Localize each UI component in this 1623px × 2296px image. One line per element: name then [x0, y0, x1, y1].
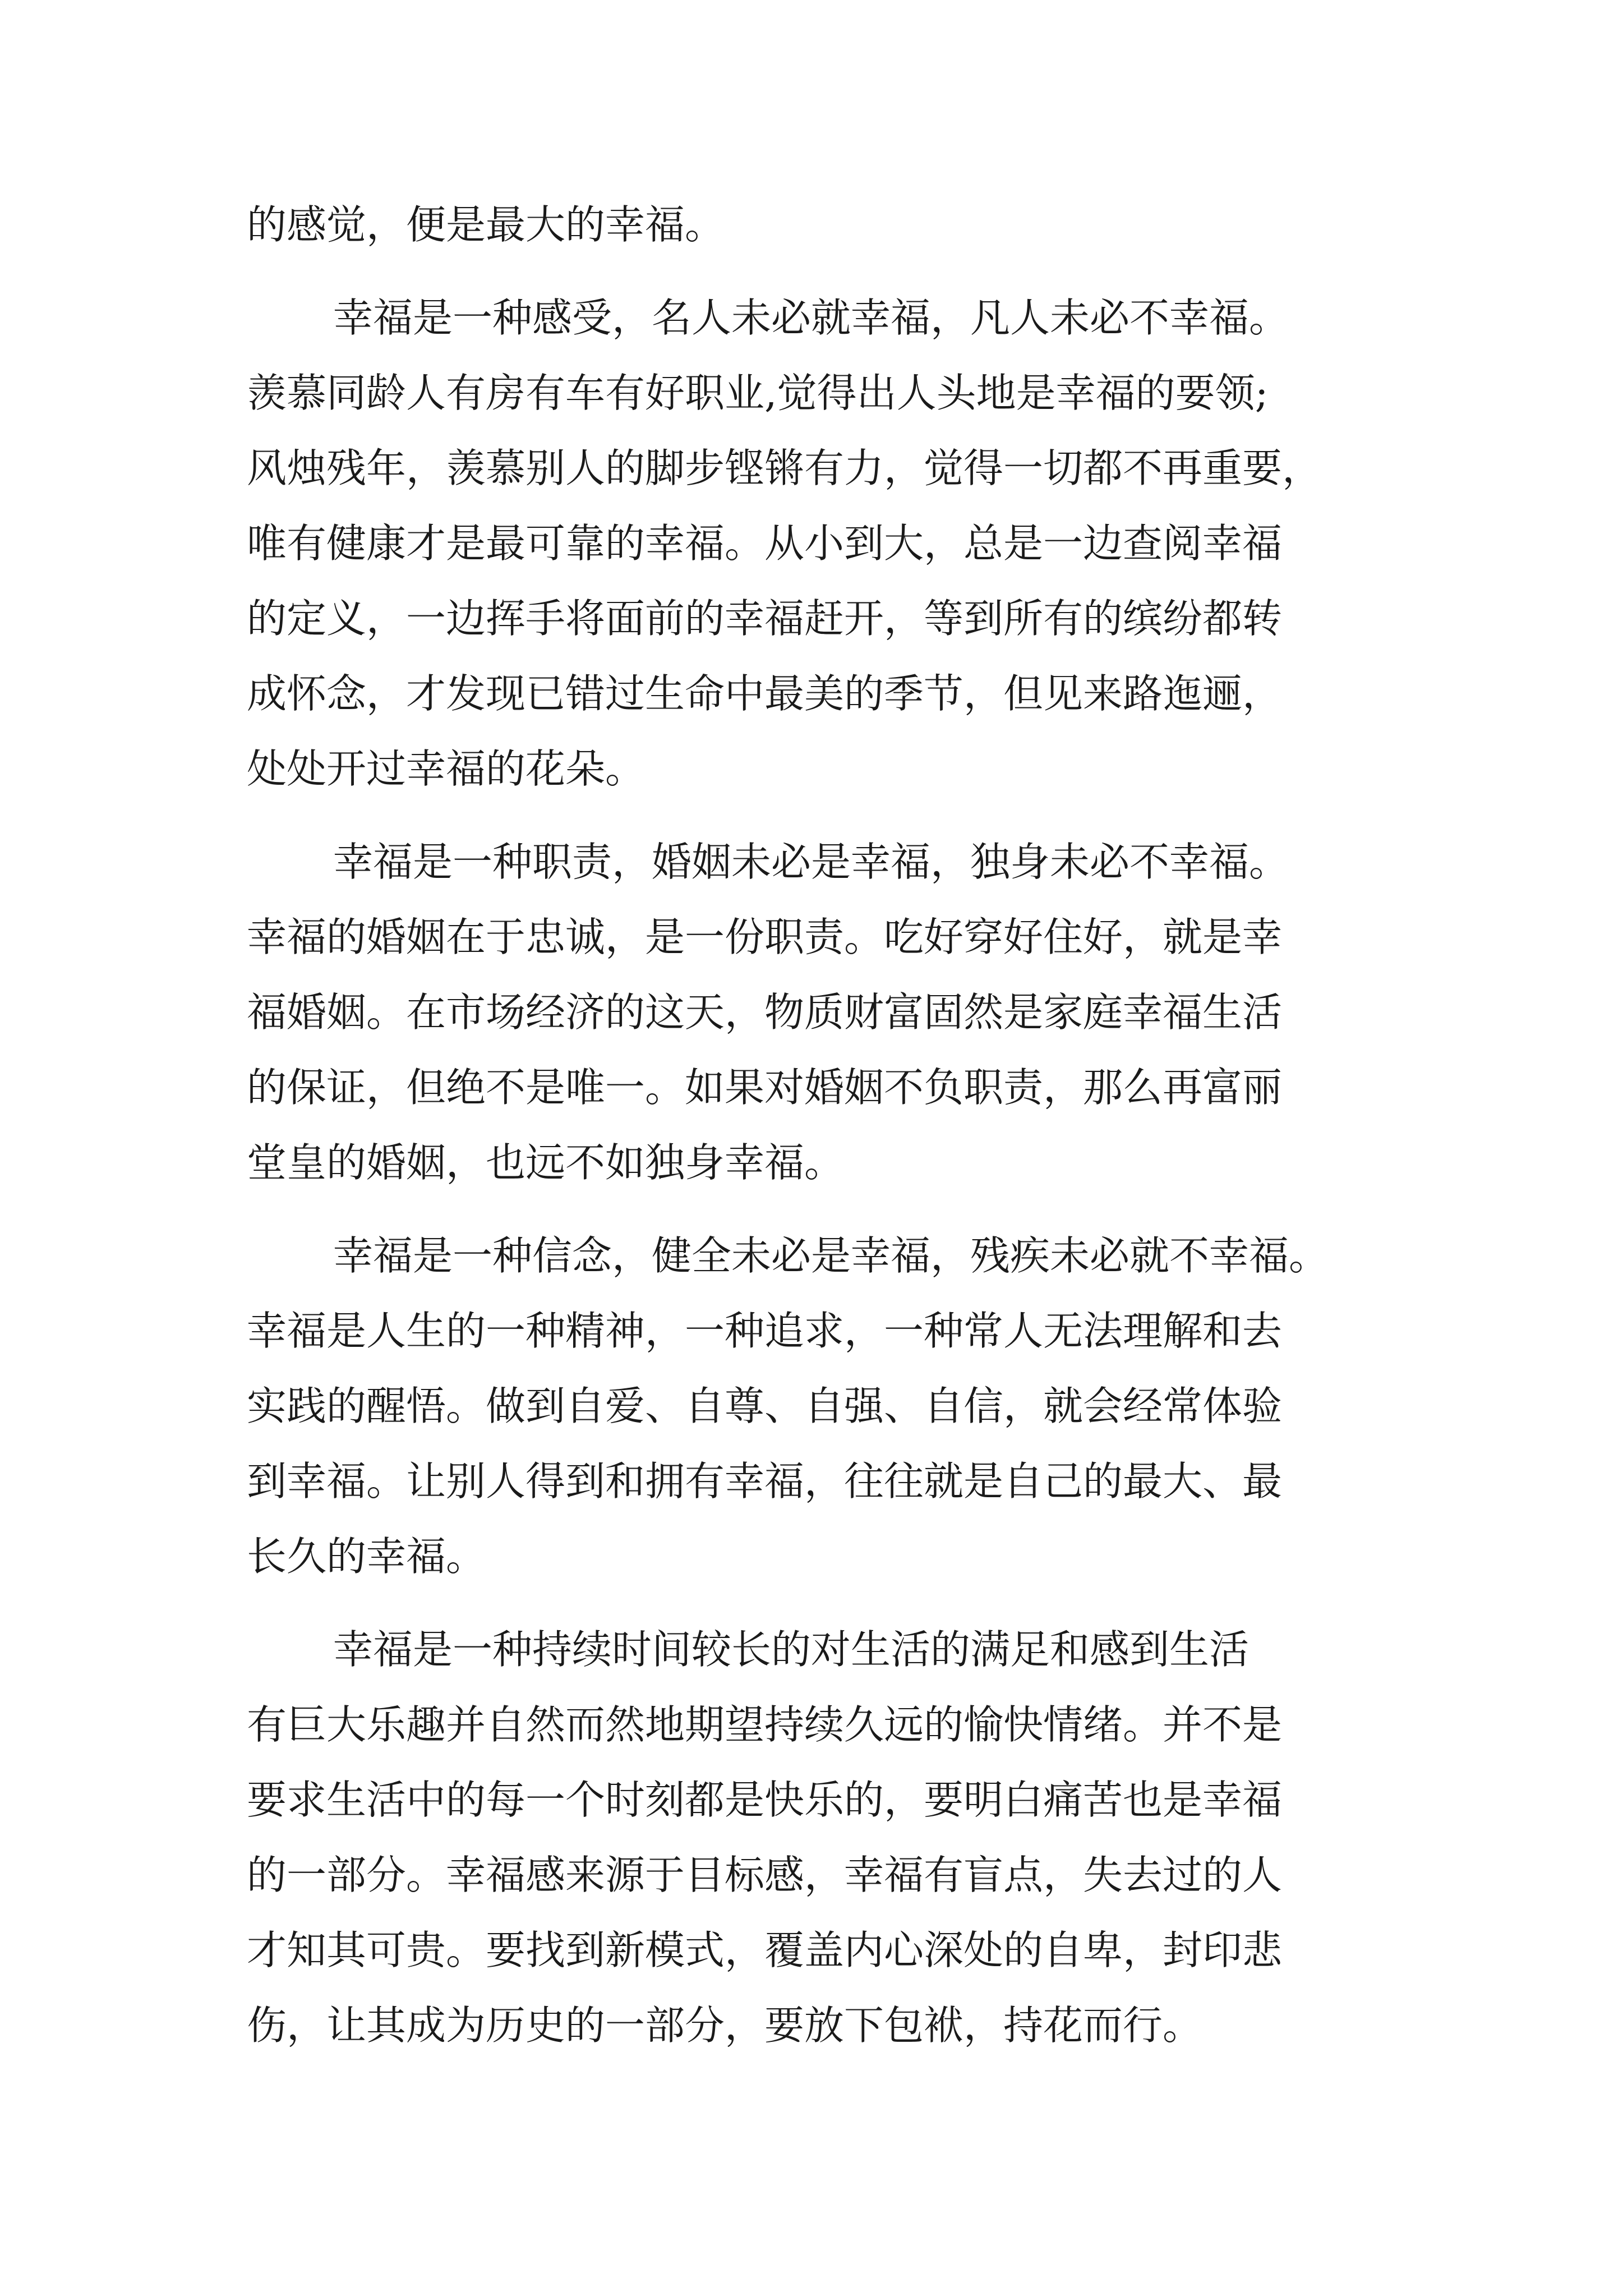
paragraph-2 [247, 280, 1391, 807]
text-line: 要求生活中的每一个时刻都是快乐的，要明白痛苦也是幸福 [247, 1777, 1283, 1823]
text-line: 的定义，一边挥手将面前的幸福赶开，等到所有的缤纷都转 [247, 595, 1283, 642]
paragraph-1 [247, 187, 1391, 263]
text-line: 实践的醒悟。做到自爱、自尊、自强、自信，就会经常体验 [247, 1383, 1283, 1429]
paragraph-4 [247, 1218, 1391, 1594]
text-line: 幸福是一种持续时间较长的对生活的满足和感到生活 [333, 1626, 1249, 1673]
text-line: 幸福是一种职责，婚姻未必是幸福，独身未必不幸福。 [333, 839, 1289, 885]
paragraph-5 [247, 1612, 1391, 2063]
text-line: 长久的幸福。 [247, 1533, 486, 1580]
text-line: 唯有健康才是最可靠的幸福。从小到大，总是一边查阅幸福 [247, 520, 1283, 567]
text-line: 的保证，但绝不是唯一。如果对婚姻不负职责，那么再富丽 [247, 1064, 1283, 1111]
text-line: 幸福是一种信念，健全未必是幸福，残疾未必就不幸福。 [333, 1232, 1329, 1279]
text-line: 伤，让其成为历史的一部分，要放下包袱，持花而行。 [247, 2002, 1203, 2049]
text-line: 的一部分。幸福感来源于目标感，幸福有盲点，失去过的人 [247, 1852, 1283, 1898]
text-line: 风烛残年，羡慕别人的脚步铿锵有力，觉得一切都不再重要， [247, 445, 1322, 491]
text-line: 才知其可贵。要找到新模式，覆盖内心深处的自卑，封印悲 [247, 1927, 1283, 1973]
text-line: 成怀念，才发现已错过生命中最美的季节，但见来路迤逦， [247, 670, 1283, 717]
text-line: 羡慕同龄人有房有车有好职业,觉得出人头地是幸福的要领; [247, 370, 1269, 416]
text-line: 到幸福。让别人得到和拥有幸福，往往就是自己的最大、最 [247, 1458, 1283, 1504]
text-line: 堂皇的婚姻，也远不如独身幸福。 [247, 1139, 845, 1186]
text-line: 处处开过幸福的花朵。 [247, 746, 645, 792]
text-line: 幸福的婚姻在于忠诚，是一份职责。吃好穿好住好，就是幸 [247, 914, 1283, 960]
text-line: 幸福是一种感受，名人未必就幸福，凡人未必不幸福。 [333, 295, 1289, 341]
text-line: 的感觉，便是最大的幸福。 [247, 201, 725, 248]
text-line: 有巨大乐趣并自然而然地期望持续久远的愉快情绪。并不是 [247, 1701, 1283, 1748]
text-line: 幸福是人生的一种精神，一种追求，一种常人无法理解和去 [247, 1308, 1283, 1354]
document-body [247, 187, 1391, 2063]
paragraph-3 [247, 825, 1391, 1200]
text-line: 福婚姻。在市场经济的这天，物质财富固然是家庭幸福生活 [247, 989, 1283, 1036]
